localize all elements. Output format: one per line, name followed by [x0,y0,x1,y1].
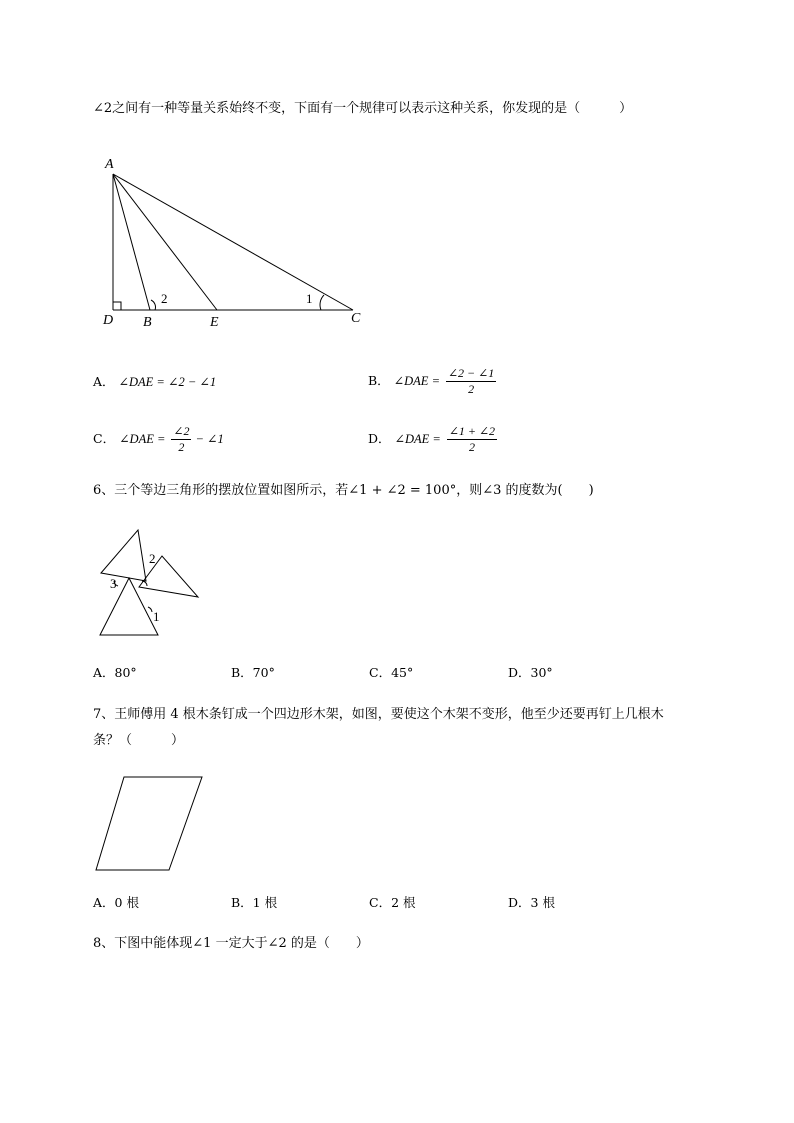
label-B: B [143,315,152,330]
option-lhs: ∠DAE = [394,432,441,446]
fraction-denominator: 2 [468,382,475,396]
option-letter: C． [93,431,116,446]
label-E: E [210,315,219,330]
q6-label-1: 1 [153,609,160,624]
option-lhs: ∠DAE = [119,432,166,446]
fraction-numerator: ∠2 [173,424,190,438]
fraction-denominator: 2 [178,440,185,454]
q7-option-b[interactable]: B．1 根 [231,895,278,910]
q8-stem: 8、下图中能体现∠1 一定大于∠2 的是（ ） [93,936,369,951]
q5-option-d[interactable] [368,424,497,455]
q5-option-c[interactable] [93,424,224,455]
option-letter: B． [368,373,390,388]
fraction [447,424,497,455]
q7-parallelogram-figure [94,774,214,874]
q7-option-d[interactable]: D．3 根 [508,895,555,910]
fraction-numerator: ∠2 − ∠1 [448,366,495,380]
q7-stem-line2: 条？（ ） [93,733,185,748]
option-letter: D． [368,431,391,446]
option-expr: ∠DAE = ∠2 − ∠1 [118,375,217,389]
fraction-denominator: 2 [468,440,475,454]
q5-stem-tail: ∠2之间有一种等量关系始终不变，下面有一个规律可以表示这种关系，你发现的是（ ） [93,101,633,116]
option-letter: A． [93,374,115,389]
q7-option-a[interactable]: A．0 根 [93,895,139,910]
q5-triangle-figure [95,150,395,330]
q7-stem-line1: 7、王师傅用 4 根木条钉成一个四边形木架，如图，要使这个木架不变形，他至少还要再钉上几根木 [93,707,664,722]
label-A: A [105,157,114,172]
label-C: C [351,311,361,326]
q7-option-c[interactable]: C．2 根 [369,895,416,910]
option-tail: − ∠1 [195,432,224,446]
option-lhs: ∠DAE = [393,374,441,388]
q6-option-d[interactable]: D．30° [508,665,553,680]
fraction-numerator: ∠1 + ∠2 [448,424,496,438]
q6-label-3: 3 [110,576,117,591]
label-angle2: 2 [161,291,168,306]
q5-option-b[interactable] [368,366,496,397]
q5-option-a[interactable] [93,374,216,390]
q6-option-b[interactable]: B．70° [231,665,275,680]
fraction [446,366,496,397]
label-D: D [103,313,114,328]
fraction [171,424,191,455]
q6-triangles-figure [95,525,215,645]
q6-option-a[interactable]: A．80° [93,665,137,680]
q6-label-2: 2 [149,551,156,566]
label-angle1: 1 [306,291,313,306]
q6-option-c[interactable]: C．45° [369,665,414,680]
q6-stem: 6、三个等边三角形的摆放位置如图所示，若∠1 + ∠2 = 100°，则∠3 的度数为( ) [93,483,594,498]
